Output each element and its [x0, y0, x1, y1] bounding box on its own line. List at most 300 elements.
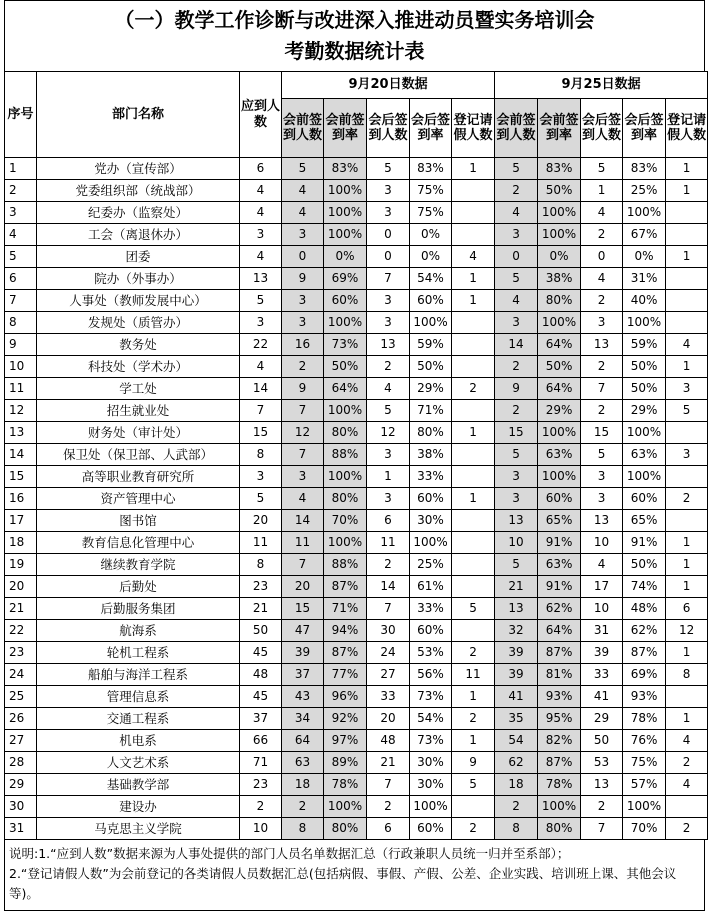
- row-cell: 30%: [410, 774, 452, 796]
- row-cell: 29%: [538, 400, 581, 422]
- row-cell: [452, 466, 495, 488]
- row-cell: 87%: [623, 642, 666, 664]
- row-dept: 马克思主义学院: [37, 818, 240, 840]
- row-cell: 5: [495, 268, 538, 290]
- row-seq: 31: [5, 818, 37, 840]
- row-cell: [666, 312, 708, 334]
- row-cell: 87%: [538, 642, 581, 664]
- row-cell: 62%: [538, 598, 581, 620]
- row-cell: 4: [240, 356, 282, 378]
- row-cell: [666, 796, 708, 818]
- row-cell: 4: [240, 202, 282, 224]
- row-cell: 1: [666, 554, 708, 576]
- row-cell: 2: [581, 796, 623, 818]
- row-cell: 1: [666, 708, 708, 730]
- row-cell: [666, 224, 708, 246]
- row-cell: 3: [666, 444, 708, 466]
- row-cell: 73%: [324, 334, 367, 356]
- row-dept: 招生就业处: [37, 400, 240, 422]
- row-cell: 75%: [410, 180, 452, 202]
- row-cell: 7: [282, 400, 324, 422]
- row-cell: 3: [367, 290, 410, 312]
- row-cell: 1: [666, 576, 708, 598]
- row-cell: [666, 422, 708, 444]
- row-cell: 11: [367, 532, 410, 554]
- row-cell: 3: [367, 312, 410, 334]
- row-cell: 100%: [538, 224, 581, 246]
- row-cell: 100%: [410, 532, 452, 554]
- row-seq: 13: [5, 422, 37, 444]
- row-cell: 100%: [623, 422, 666, 444]
- row-cell: 33%: [410, 466, 452, 488]
- row-cell: 5: [495, 158, 538, 180]
- row-cell: 50%: [538, 180, 581, 202]
- row-cell: 2: [495, 796, 538, 818]
- row-cell: 1: [452, 290, 495, 312]
- row-cell: 12: [282, 422, 324, 444]
- row-cell: 15: [581, 422, 623, 444]
- row-cell: 50: [240, 620, 282, 642]
- row-seq: 19: [5, 554, 37, 576]
- row-dept: 资产管理中心: [37, 488, 240, 510]
- row-cell: 1: [452, 158, 495, 180]
- row-cell: 65%: [538, 510, 581, 532]
- row-cell: 100%: [538, 312, 581, 334]
- row-cell: 100%: [324, 532, 367, 554]
- row-cell: 3: [367, 488, 410, 510]
- attendance-table: [4, 71, 708, 840]
- row-cell: 100%: [538, 466, 581, 488]
- row-dept: 基础教学部: [37, 774, 240, 796]
- row-cell: 2: [452, 708, 495, 730]
- row-cell: 14: [282, 510, 324, 532]
- row-cell: 13: [367, 334, 410, 356]
- row-cell: 41: [495, 686, 538, 708]
- row-cell: 53: [581, 752, 623, 774]
- row-cell: 30%: [410, 510, 452, 532]
- row-cell: 83%: [324, 158, 367, 180]
- table-row: [5, 400, 708, 422]
- row-cell: 6: [367, 510, 410, 532]
- row-cell: 91%: [623, 532, 666, 554]
- row-cell: 83%: [623, 158, 666, 180]
- subheader-0925-1: 会前签到率: [538, 99, 581, 158]
- row-cell: [452, 576, 495, 598]
- row-dept: 建设办: [37, 796, 240, 818]
- attendance-sheet: [4, 0, 707, 911]
- row-cell: [452, 510, 495, 532]
- row-cell: 61%: [410, 576, 452, 598]
- row-cell: 77%: [324, 664, 367, 686]
- row-cell: 5: [282, 158, 324, 180]
- row-cell: 6: [367, 818, 410, 840]
- subheader-0920-4: 登记请假人数: [452, 99, 495, 158]
- row-cell: 5: [367, 400, 410, 422]
- row-cell: [666, 686, 708, 708]
- row-cell: 56%: [410, 664, 452, 686]
- row-cell: 7: [367, 268, 410, 290]
- row-cell: 2: [581, 400, 623, 422]
- row-cell: 80%: [324, 488, 367, 510]
- row-dept: 纪委办（监察处）: [37, 202, 240, 224]
- row-cell: 4: [666, 774, 708, 796]
- row-seq: 4: [5, 224, 37, 246]
- row-cell: 9: [495, 378, 538, 400]
- row-seq: 17: [5, 510, 37, 532]
- row-cell: 4: [452, 246, 495, 268]
- table-row: [5, 422, 708, 444]
- row-cell: 96%: [324, 686, 367, 708]
- row-cell: 66: [240, 730, 282, 752]
- row-seq: 6: [5, 268, 37, 290]
- row-cell: 71: [240, 752, 282, 774]
- row-cell: [452, 554, 495, 576]
- row-cell: 64%: [538, 378, 581, 400]
- row-cell: 50%: [410, 356, 452, 378]
- row-cell: 13: [240, 268, 282, 290]
- row-dept: 管理信息系: [37, 686, 240, 708]
- row-cell: 11: [282, 532, 324, 554]
- row-cell: 100%: [324, 466, 367, 488]
- row-dept: 党办（宣传部）: [37, 158, 240, 180]
- row-cell: 5: [452, 774, 495, 796]
- row-cell: 27: [367, 664, 410, 686]
- row-cell: 3: [495, 488, 538, 510]
- row-cell: 78%: [623, 708, 666, 730]
- row-cell: 70%: [623, 818, 666, 840]
- row-cell: 54%: [410, 268, 452, 290]
- row-cell: 39: [495, 664, 538, 686]
- row-cell: 9: [282, 268, 324, 290]
- table-row: [5, 532, 708, 554]
- table-row: [5, 444, 708, 466]
- row-cell: 23: [240, 576, 282, 598]
- row-cell: 7: [581, 818, 623, 840]
- row-cell: 81%: [538, 664, 581, 686]
- row-cell: [452, 620, 495, 642]
- row-cell: 88%: [324, 554, 367, 576]
- row-cell: 15: [495, 422, 538, 444]
- row-cell: 64: [282, 730, 324, 752]
- row-seq: 5: [5, 246, 37, 268]
- row-cell: 74%: [623, 576, 666, 598]
- row-cell: 48: [240, 664, 282, 686]
- row-cell: 87%: [324, 576, 367, 598]
- row-cell: 69%: [623, 664, 666, 686]
- row-cell: 48%: [623, 598, 666, 620]
- row-cell: 23: [240, 774, 282, 796]
- row-cell: 3: [495, 466, 538, 488]
- row-cell: 8: [282, 818, 324, 840]
- row-dept: 团委: [37, 246, 240, 268]
- row-cell: 2: [282, 356, 324, 378]
- row-cell: 70%: [324, 510, 367, 532]
- row-cell: 5: [581, 158, 623, 180]
- table-row: [5, 576, 708, 598]
- subheader-0925-2: 会后签到人数: [581, 99, 623, 158]
- row-cell: 59%: [410, 334, 452, 356]
- header-group-0920: 9月20日数据: [282, 72, 495, 99]
- row-dept: 财务处（审计处）: [37, 422, 240, 444]
- row-cell: 3: [367, 202, 410, 224]
- row-cell: 71%: [324, 598, 367, 620]
- row-cell: 50: [581, 730, 623, 752]
- row-cell: 2: [452, 378, 495, 400]
- row-cell: 67%: [623, 224, 666, 246]
- row-cell: 16: [282, 334, 324, 356]
- row-cell: 20: [282, 576, 324, 598]
- row-cell: 9: [452, 752, 495, 774]
- row-cell: 2: [367, 554, 410, 576]
- row-cell: 43: [282, 686, 324, 708]
- table-row: [5, 488, 708, 510]
- row-cell: 13: [581, 510, 623, 532]
- row-cell: [452, 444, 495, 466]
- row-cell: 4: [666, 730, 708, 752]
- row-cell: 7: [367, 774, 410, 796]
- row-cell: 3: [666, 378, 708, 400]
- row-cell: 4: [240, 180, 282, 202]
- row-cell: 13: [581, 774, 623, 796]
- row-cell: 64%: [324, 378, 367, 400]
- row-cell: 3: [495, 312, 538, 334]
- row-cell: 95%: [538, 708, 581, 730]
- row-dept: 船舶与海洋工程系: [37, 664, 240, 686]
- row-cell: 29: [581, 708, 623, 730]
- table-row: [5, 246, 708, 268]
- table-row: [5, 180, 708, 202]
- row-cell: 91%: [538, 532, 581, 554]
- row-cell: 41: [581, 686, 623, 708]
- table-body: [5, 158, 708, 840]
- table-row: [5, 796, 708, 818]
- row-cell: 1: [452, 488, 495, 510]
- row-cell: 3: [495, 224, 538, 246]
- row-seq: 28: [5, 752, 37, 774]
- row-cell: [452, 400, 495, 422]
- row-cell: 4: [581, 202, 623, 224]
- subheader-0920-2: 会后签到人数: [367, 99, 410, 158]
- row-cell: 75%: [410, 202, 452, 224]
- row-dept: 教务处: [37, 334, 240, 356]
- row-cell: 60%: [410, 290, 452, 312]
- row-cell: 39: [495, 642, 538, 664]
- header-dept: 部门名称: [37, 72, 240, 158]
- row-cell: 0: [581, 246, 623, 268]
- row-cell: 62: [495, 752, 538, 774]
- row-cell: 80%: [324, 422, 367, 444]
- row-cell: 92%: [324, 708, 367, 730]
- row-cell: 5: [495, 554, 538, 576]
- row-cell: 1: [452, 686, 495, 708]
- row-cell: 7: [581, 378, 623, 400]
- row-cell: 100%: [410, 312, 452, 334]
- subheader-0920-3: 会后签到率: [410, 99, 452, 158]
- row-cell: 31: [581, 620, 623, 642]
- row-dept: 机电系: [37, 730, 240, 752]
- row-cell: 3: [282, 466, 324, 488]
- row-cell: 39: [282, 642, 324, 664]
- row-cell: 2: [666, 818, 708, 840]
- row-cell: 64%: [538, 334, 581, 356]
- row-cell: 32: [495, 620, 538, 642]
- row-dept: 后勤服务集团: [37, 598, 240, 620]
- row-dept: 人事处（教师发展中心）: [37, 290, 240, 312]
- row-cell: 100%: [623, 312, 666, 334]
- row-cell: 10: [495, 532, 538, 554]
- row-cell: 48: [367, 730, 410, 752]
- row-cell: 0: [282, 246, 324, 268]
- row-cell: 45: [240, 686, 282, 708]
- row-cell: 2: [666, 488, 708, 510]
- row-cell: 94%: [324, 620, 367, 642]
- row-cell: 29%: [410, 378, 452, 400]
- row-cell: 3: [581, 488, 623, 510]
- row-cell: 88%: [324, 444, 367, 466]
- table-row: [5, 598, 708, 620]
- row-cell: 4: [282, 202, 324, 224]
- row-cell: [452, 796, 495, 818]
- row-cell: [452, 312, 495, 334]
- row-cell: 0%: [538, 246, 581, 268]
- row-cell: 63%: [538, 444, 581, 466]
- row-cell: 14: [495, 334, 538, 356]
- row-cell: 34: [282, 708, 324, 730]
- row-cell: 33%: [410, 598, 452, 620]
- row-cell: 63: [282, 752, 324, 774]
- row-cell: 3: [282, 312, 324, 334]
- row-cell: 17: [581, 576, 623, 598]
- row-dept: 后勤处: [37, 576, 240, 598]
- row-cell: 4: [581, 268, 623, 290]
- row-dept: 人文艺术系: [37, 752, 240, 774]
- row-dept: 发规处（质管办）: [37, 312, 240, 334]
- row-cell: 2: [581, 356, 623, 378]
- row-cell: 4: [367, 378, 410, 400]
- row-cell: 75%: [623, 752, 666, 774]
- row-cell: 33: [367, 686, 410, 708]
- row-cell: 100%: [324, 224, 367, 246]
- row-cell: [452, 356, 495, 378]
- row-cell: 38%: [410, 444, 452, 466]
- row-cell: 1: [666, 246, 708, 268]
- row-seq: 18: [5, 532, 37, 554]
- table-row: [5, 378, 708, 400]
- row-cell: 1: [666, 532, 708, 554]
- row-cell: [666, 510, 708, 532]
- row-cell: 100%: [324, 180, 367, 202]
- row-dept: 高等职业教育研究所: [37, 466, 240, 488]
- row-cell: [452, 532, 495, 554]
- row-cell: 3: [581, 466, 623, 488]
- subheader-0920-0: 会前签到人数: [282, 99, 324, 158]
- row-seq: 30: [5, 796, 37, 818]
- row-cell: 15: [240, 422, 282, 444]
- row-cell: 1: [666, 356, 708, 378]
- row-cell: 6: [240, 158, 282, 180]
- row-cell: 21: [367, 752, 410, 774]
- row-cell: 37: [240, 708, 282, 730]
- row-cell: 13: [495, 510, 538, 532]
- row-cell: 2: [367, 796, 410, 818]
- title-line-2: 考勤数据统计表: [284, 39, 425, 63]
- row-dept: 图书馆: [37, 510, 240, 532]
- row-cell: 3: [367, 444, 410, 466]
- row-cell: 3: [282, 224, 324, 246]
- row-cell: 11: [452, 664, 495, 686]
- row-cell: 4: [282, 488, 324, 510]
- table-row: [5, 554, 708, 576]
- row-cell: 8: [240, 554, 282, 576]
- row-cell: 33: [581, 664, 623, 686]
- row-seq: 2: [5, 180, 37, 202]
- table-row: [5, 642, 708, 664]
- row-cell: 2: [240, 796, 282, 818]
- subheader-0925-3: 会后签到率: [623, 99, 666, 158]
- row-cell: 18: [495, 774, 538, 796]
- row-cell: 8: [495, 818, 538, 840]
- row-seq: 21: [5, 598, 37, 620]
- row-cell: 40%: [623, 290, 666, 312]
- note-line-1: 说明:1.“应到人数”数据来源为人事处提供的部门人员名单数据汇总（行政兼职人员统一归并至系部）；: [9, 846, 570, 861]
- row-cell: 80%: [538, 290, 581, 312]
- row-cell: 14: [367, 576, 410, 598]
- row-cell: 83%: [538, 158, 581, 180]
- row-seq: 14: [5, 444, 37, 466]
- table-row: [5, 224, 708, 246]
- table-row: [5, 202, 708, 224]
- table-row: [5, 510, 708, 532]
- header-seq: 序号: [5, 72, 37, 158]
- row-cell: 71%: [410, 400, 452, 422]
- row-cell: 59%: [623, 334, 666, 356]
- row-cell: 78%: [538, 774, 581, 796]
- row-cell: 12: [666, 620, 708, 642]
- row-cell: 2: [495, 356, 538, 378]
- row-cell: 62%: [623, 620, 666, 642]
- table-row: [5, 290, 708, 312]
- row-cell: 87%: [538, 752, 581, 774]
- row-cell: 9: [282, 378, 324, 400]
- row-cell: 35: [495, 708, 538, 730]
- row-cell: 100%: [538, 202, 581, 224]
- row-cell: 82%: [538, 730, 581, 752]
- row-cell: 1: [452, 268, 495, 290]
- row-cell: 14: [240, 378, 282, 400]
- row-cell: 29%: [623, 400, 666, 422]
- row-dept: 航海系: [37, 620, 240, 642]
- row-cell: 38%: [538, 268, 581, 290]
- row-cell: 0%: [324, 246, 367, 268]
- table-row: [5, 466, 708, 488]
- row-cell: 25%: [623, 180, 666, 202]
- row-cell: 1: [666, 180, 708, 202]
- row-cell: 12: [367, 422, 410, 444]
- row-dept: 院办（外事办）: [37, 268, 240, 290]
- row-cell: 7: [240, 400, 282, 422]
- table-row: [5, 708, 708, 730]
- row-seq: 1: [5, 158, 37, 180]
- row-cell: 6: [666, 598, 708, 620]
- row-cell: 0: [495, 246, 538, 268]
- table-row: [5, 268, 708, 290]
- row-dept: 保卫处（保卫部、人武部）: [37, 444, 240, 466]
- row-dept: 继续教育学院: [37, 554, 240, 576]
- row-cell: [666, 290, 708, 312]
- row-cell: 7: [282, 554, 324, 576]
- row-cell: 37: [282, 664, 324, 686]
- row-cell: 100%: [538, 422, 581, 444]
